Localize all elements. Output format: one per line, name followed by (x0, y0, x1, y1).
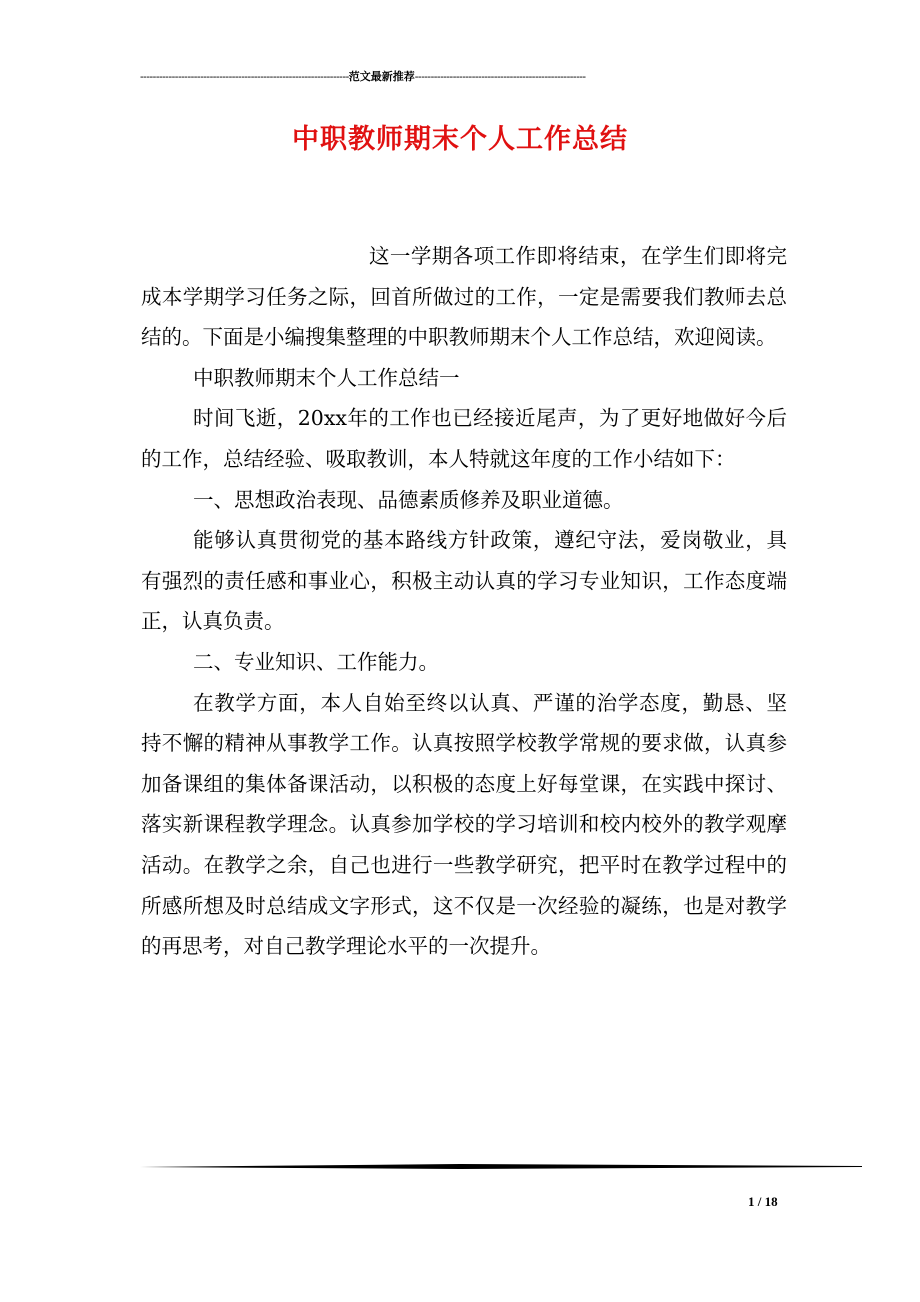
header-dashes-right: ------------------------------------------------------ (414, 71, 586, 83)
body-paragraph: 在教学方面，本人自始至终以认真、严谨的治学态度，勤恳、坚持不懈的精神从事教学工作。认真按照学校教学常规的要求做，认真参加备课组的集体备课活动，以积极的态度上好每堂课，在实践中探讨、落实新课程教学理念。认真参加学校的学习培训和校内校外的教学观摩活动。在教学之余，自己也进行一些教学研究，把平时在教学过程中的所感所想及时总结成文字形式，这不仅是一次经验的凝练，也是对教学的再思考，对自己教学理论水平的一次提升。 (141, 690, 787, 959)
page-number: 1 / 18 (748, 1194, 778, 1209)
subsection-heading: 二、专业知识、工作能力。 (193, 649, 439, 674)
document-title: 中职教师期末个人工作总结 (292, 124, 628, 155)
subsection-heading: 一、思想政治表现、品德素质修养及职业道德。 (193, 487, 624, 512)
header-dashes-left: ------------------------------------------------------------------ (140, 71, 349, 83)
body-paragraph: 能够认真贯彻党的基本路线方针政策，遵纪守法，爱岗敬业，具有强烈的责任感和事业心，积极主动认真的学习专业知识，工作态度端正，认真负责。 (141, 528, 787, 634)
document-body (141, 236, 787, 967)
page-header (140, 70, 768, 84)
body-paragraph: 时间飞逝，20xx年的工作也已经接近尾声，为了更好地做好今后的工作，总结经验、吸取教训，本人特就这年度的工作小结如下： (141, 406, 787, 471)
intro-paragraph: 这一学期各项工作即将结束，在学生们即将完成本学期学习任务之际，回首所做过的工作，一定是需要我们教师去总结的。下面是小编搜集整理的中职教师期末个人工作总结，欢迎阅读。 (141, 244, 787, 350)
header-label: 范文最新推荐 (348, 71, 415, 83)
footer-divider (140, 1163, 862, 1169)
section-heading: 中职教师期末个人工作总结一 (193, 365, 460, 390)
